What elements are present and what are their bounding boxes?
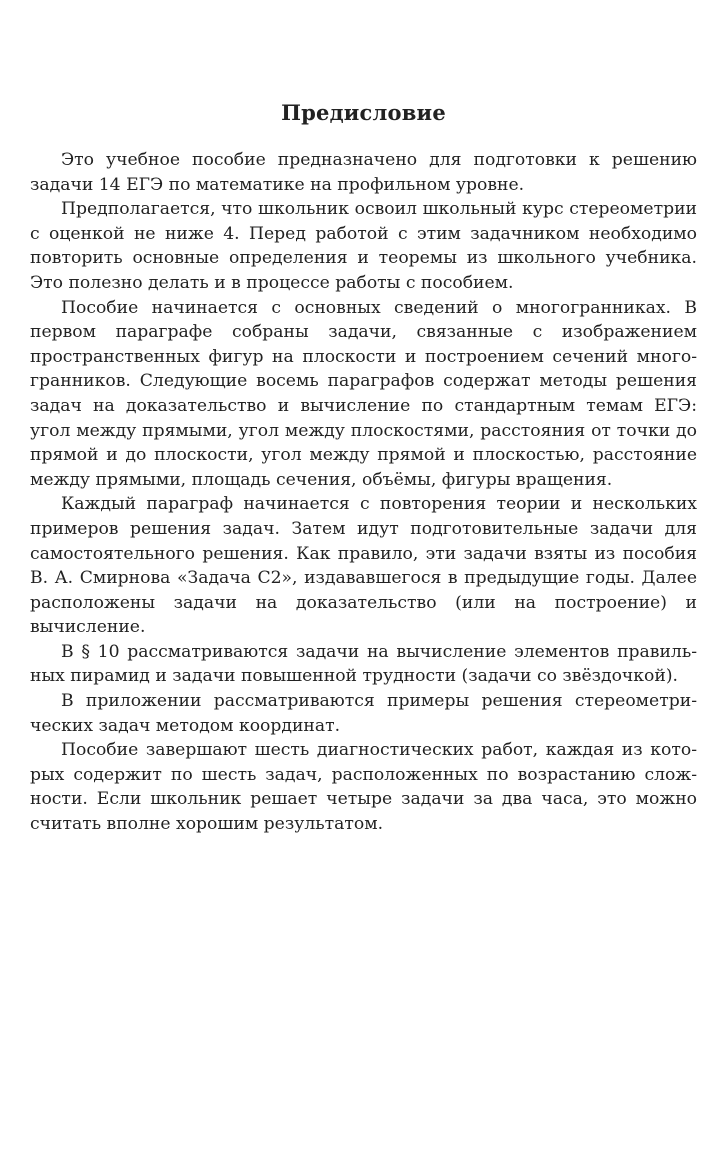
preface-body (30, 148, 697, 837)
paragraph: Каждый параграф начинается с повторения теории и нескольких примеров решения задач. Затем идут подготовительные задачи для самостоятельного решения. Как правило, эти задачи взяты из пособия В. А. Смирнова «Задача С2», издававшегося в предыдущие годы. Далее расположены задачи на доказательство (или на построение) и вычисление. (30, 494, 697, 638)
paragraph: В приложении рассматриваются примеры решения стереометрических задач методом координат. (30, 691, 697, 736)
paragraph: Пособие завершают шесть диагностических работ, каждая из которых содержит по шесть задач, расположенных по возрастанию сложности. Если школьник решает четыре задачи за два часа, это можно считать вполне хорошим результатом. (30, 740, 697, 835)
paragraph: В § 10 рассматриваются задачи на вычисление элементов правильных пирамид и задачи повышенной трудности (задачи со звёздочкой). (30, 641, 697, 687)
page-title: Предисловие (281, 100, 446, 126)
paragraph: Это учебное пособие предназначено для подготовки к решению задачи 14 ЕГЭ по математике на профильном уровне. (30, 150, 697, 195)
paragraph: Предполагается, что школьник освоил школьный курс стереометрии с оценкой не ниже 4. Перед работой с этим задачником необходимо повторить основные определения и теоремы из школьного учебника. Это полезно делать и в процессе работы с пособием. (30, 199, 697, 293)
paragraph: Пособие начинается с основных сведений о многогранниках. В первом параграфе собраны задачи, связанные с изображением пространственных фигур на плоскости и построением сечений многогранников. Следующие восемь параграфов содержат методы решения задач на доказательство и вычисление по стандартным темам ЕГЭ: угол между прямыми, угол между плоскостями, расстояния от точки до прямой и до плоскости, угол между прямой и плоскостью, расстояние между прямыми, площадь сечения, объёмы, фигуры вращения. (30, 297, 697, 490)
